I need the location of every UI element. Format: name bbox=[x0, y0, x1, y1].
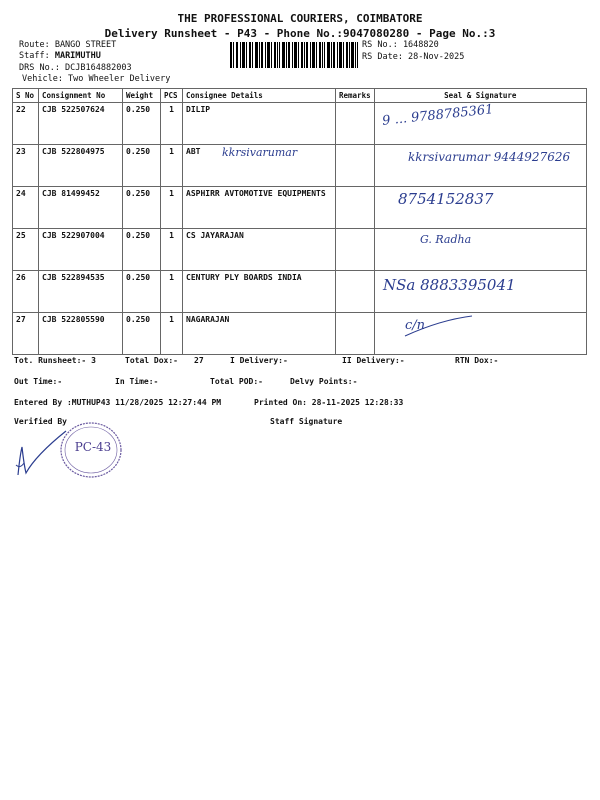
cell-weight: 0.250 bbox=[123, 187, 161, 229]
table-row bbox=[13, 103, 587, 145]
vehicle-label: Vehicle: Two Wheeler Delivery bbox=[22, 74, 171, 84]
table-header-row bbox=[13, 89, 587, 103]
cell-consignee: ABT bbox=[183, 145, 336, 187]
signature-stroke-icon bbox=[400, 312, 480, 342]
in-time: In Time:- bbox=[115, 377, 159, 386]
handwritten-signature-2a: kkrsivarumar bbox=[222, 146, 298, 159]
table-row bbox=[13, 229, 587, 271]
cell-weight: 0.250 bbox=[123, 145, 161, 187]
ii-delivery: II Delivery:- bbox=[342, 356, 405, 365]
rtn-dox: RTN Dox:- bbox=[455, 356, 499, 365]
cell-consignment: CJB 522907004 bbox=[39, 229, 123, 271]
cell-sno: 27 bbox=[13, 313, 39, 355]
staff-signature: Staff Signature bbox=[270, 417, 343, 426]
col-seal-signature: Seal & Signature bbox=[374, 89, 586, 103]
cell-sno: 23 bbox=[13, 145, 39, 187]
entered-by: Entered By :MUTHUP43 11/28/2025 12:27:44 PM bbox=[14, 398, 222, 407]
handwritten-signature-6: c/n bbox=[405, 318, 426, 333]
cell-consignment: CJB 522894535 bbox=[39, 271, 123, 313]
cell-pcs: 1 bbox=[161, 229, 183, 271]
cell-remarks bbox=[336, 229, 375, 271]
handwritten-signature-4: G. Radha bbox=[420, 233, 472, 246]
runsheet-table bbox=[12, 88, 587, 355]
cell-remarks bbox=[336, 271, 375, 313]
printed-on: Printed On: 28-11-2025 12:28:33 bbox=[254, 398, 404, 407]
stamp-text: PC-43 bbox=[74, 440, 112, 454]
delvy-points: Delvy Points:- bbox=[290, 377, 358, 386]
drs-number: DRS No.: DCJB164882003 bbox=[19, 63, 132, 73]
table-row bbox=[13, 313, 587, 355]
staff-value: MARIMUTHU bbox=[54, 51, 101, 61]
cell-consignment: CJB 522804975 bbox=[39, 145, 123, 187]
i-delivery: I Delivery:- bbox=[230, 356, 288, 365]
col-sno: S No bbox=[13, 89, 39, 103]
rs-date: RS Date: 28-Nov-2025 bbox=[362, 52, 465, 62]
table-row bbox=[13, 187, 587, 229]
tot-runsheet: Tot. Runsheet:- 3 bbox=[14, 356, 96, 365]
verified-by: Verified By bbox=[14, 417, 67, 426]
cell-remarks bbox=[336, 145, 375, 187]
handwritten-signature-1: 9 ... 9788785361 bbox=[381, 102, 495, 129]
cell-pcs: 1 bbox=[161, 313, 183, 355]
cell-weight: 0.250 bbox=[123, 229, 161, 271]
cell-consignee: CS JAYARAJAN bbox=[183, 229, 336, 271]
col-consignee: Consignee Details bbox=[183, 89, 336, 103]
cell-consignee: ASPHIRR AVTOMOTIVE EQUIPMENTS bbox=[183, 187, 336, 229]
handwritten-signature-5: NSa 8883395041 bbox=[383, 276, 516, 294]
runsheet-subtitle: Delivery Runsheet - P43 - Phone No.:9047080280 - Page No.:3 bbox=[104, 27, 496, 40]
col-remarks: Remarks bbox=[336, 89, 375, 103]
total-pod: Total POD:- bbox=[210, 377, 263, 386]
cell-sno: 24 bbox=[13, 187, 39, 229]
staff-line bbox=[19, 51, 101, 61]
handwritten-signature-3: 8754152837 bbox=[398, 190, 494, 208]
cell-pcs: 1 bbox=[161, 145, 183, 187]
out-time: Out Time:- bbox=[14, 377, 63, 386]
col-weight: Weight bbox=[123, 89, 161, 103]
cell-sno: 25 bbox=[13, 229, 39, 271]
cell-consignee: CENTURY PLY BOARDS INDIA bbox=[183, 271, 336, 313]
cell-pcs: 1 bbox=[161, 103, 183, 145]
company-title: THE PROFESSIONAL COURIERS, COIMBATORE bbox=[177, 12, 423, 25]
cell-remarks bbox=[336, 313, 375, 355]
route-label: Route: BANGO STREET bbox=[19, 40, 117, 50]
handwritten-signature-2: kkrsivarumar 9444927626 bbox=[408, 150, 571, 164]
cell-consignment: CJB 522507624 bbox=[39, 103, 123, 145]
rs-number: RS No.: 1648820 bbox=[362, 40, 439, 50]
total-dox-value: 27 bbox=[194, 356, 204, 365]
cell-sno: 26 bbox=[13, 271, 39, 313]
cell-consignee: DILIP bbox=[183, 103, 336, 145]
cell-weight: 0.250 bbox=[123, 271, 161, 313]
barcode-icon bbox=[230, 42, 358, 68]
col-consignment: Consignment No bbox=[39, 89, 123, 103]
cell-signature bbox=[374, 229, 586, 271]
col-pcs: PCS bbox=[161, 89, 183, 103]
cell-sno: 22 bbox=[13, 103, 39, 145]
cell-consignment: CJB 81499452 bbox=[39, 187, 123, 229]
cell-consignee: NAGARAJAN bbox=[183, 313, 336, 355]
cell-weight: 0.250 bbox=[123, 103, 161, 145]
staff-label: Staff: bbox=[19, 51, 55, 61]
cell-weight: 0.250 bbox=[123, 313, 161, 355]
total-dox-label: Total Dox:- bbox=[125, 356, 178, 365]
cell-remarks bbox=[336, 187, 375, 229]
cell-pcs: 1 bbox=[161, 271, 183, 313]
cell-consignment: CJB 522805590 bbox=[39, 313, 123, 355]
cell-pcs: 1 bbox=[161, 187, 183, 229]
cell-remarks bbox=[336, 103, 375, 145]
